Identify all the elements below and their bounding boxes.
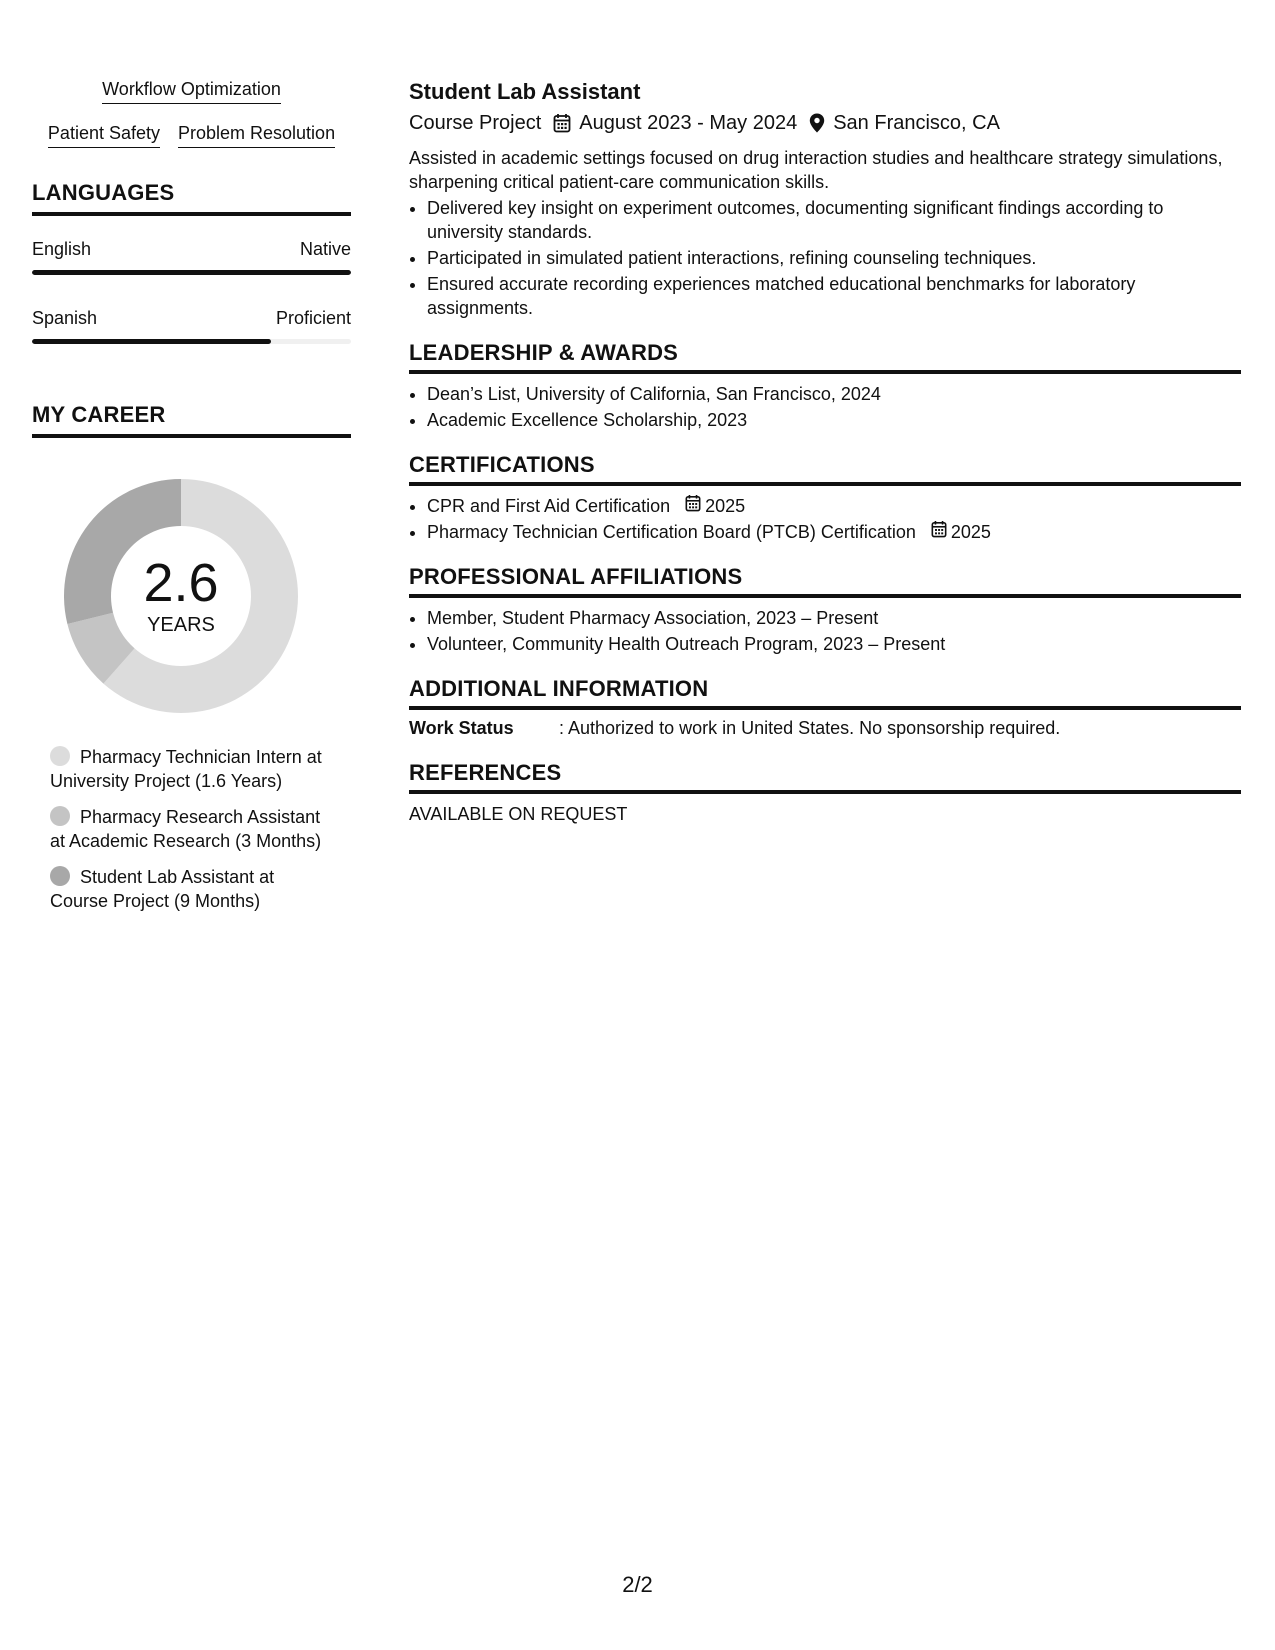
work-status-value: : Authorized to work in United States. No sponsorship required.: [559, 718, 1061, 738]
career-legend: [50, 745, 330, 913]
certification-name: Pharmacy Technician Certification Board (PTCB) Certification: [427, 522, 916, 542]
calendar-icon: [931, 520, 951, 544]
language-level: Native: [299, 239, 351, 259]
languages-section: [32, 180, 351, 344]
leadership-section: [409, 340, 1241, 432]
career-total-unit: YEARS: [147, 614, 215, 636]
legend-label: Pharmacy Research Assistant at Academic Research (3 Months): [50, 807, 322, 851]
certification-item: [427, 494, 1241, 518]
map-pin-icon: [809, 113, 825, 133]
skills-section: [32, 78, 351, 148]
legend-label: Pharmacy Technician Intern at University Project (1.6 Years): [50, 747, 322, 791]
language-level: Proficient: [275, 308, 351, 328]
skill-row: [32, 78, 351, 104]
list-item: • Participated in simulated patient interactions, refining counseling techniques.: [427, 246, 1241, 270]
job-bullets: [409, 196, 1241, 320]
references-text: AVAILABLE ON REQUEST: [409, 804, 628, 824]
language-item: [32, 238, 351, 275]
skill-tag: Patient Safety: [48, 122, 160, 148]
legend-item: [50, 865, 330, 913]
career-section: [32, 402, 351, 913]
language-name: Spanish: [32, 308, 98, 328]
language-bar-fill: [32, 339, 271, 344]
list-item: • Dean’s List, University of California, San Francisco, 2024: [427, 382, 1241, 406]
legend-item: [50, 805, 330, 853]
certification-date: 2025: [705, 496, 746, 516]
list-item: • Volunteer, Community Health Outreach Program, 2023 – Present: [427, 632, 1241, 656]
language-item: [32, 307, 351, 344]
list-item: • Ensured accurate recording experiences matched educational benchmarks for laboratory assignments.: [427, 272, 1241, 320]
additional-info-section: [409, 676, 1241, 740]
work-status-label: Work Status: [409, 718, 514, 738]
legend-dot: [50, 866, 70, 886]
calendar-icon: [553, 113, 571, 133]
affiliations-section: [409, 564, 1241, 656]
language-bar: [32, 270, 351, 275]
certification-date: 2025: [950, 522, 991, 542]
affiliations-title: PROFESSIONAL AFFILIATIONS: [409, 564, 1241, 598]
skill-row: [32, 122, 351, 148]
work-status-row: [409, 716, 1241, 740]
job-title: Student Lab Assistant: [409, 79, 641, 104]
references-section: [409, 760, 1241, 826]
additional-info-title: ADDITIONAL INFORMATION: [409, 676, 1241, 710]
experience-entry: [409, 78, 1241, 320]
job-dates: August 2023 - May 2024: [579, 112, 798, 134]
job-location: San Francisco, CA: [833, 112, 1000, 134]
career-total-years: 2.6: [143, 553, 219, 613]
language-bar: [32, 339, 351, 344]
certifications-section: [409, 452, 1241, 544]
list-item: • Member, Student Pharmacy Association, 2023 – Present: [427, 606, 1241, 630]
career-title: MY CAREER: [32, 402, 351, 438]
right-column: [409, 78, 1241, 826]
career-donut-chart: [56, 471, 306, 721]
job-meta: [409, 110, 1241, 136]
job-description: Assisted in academic settings focused on drug interaction studies and healthcare strategy simulations, sharpening critical patient-care communication skills.: [409, 148, 1223, 192]
skill-tag: Problem Resolution: [178, 122, 335, 148]
legend-item: [50, 745, 330, 793]
legend-dot: [50, 746, 70, 766]
list-item: • Academic Excellence Scholarship, 2023: [427, 408, 1241, 432]
job-company: Course Project: [409, 112, 542, 134]
legend-dot: [50, 806, 70, 826]
language-name: English: [32, 239, 92, 259]
left-column: [32, 78, 351, 925]
legend-label: Student Lab Assistant at Course Project (9 Months): [50, 867, 275, 911]
certification-item: [427, 520, 1241, 544]
references-title: REFERENCES: [409, 760, 1241, 794]
list-item: • Delivered key insight on experiment outcomes, documenting significant findings according to university standards.: [427, 196, 1241, 244]
skill-tag: Workflow Optimization: [102, 78, 281, 104]
leadership-title: LEADERSHIP & AWARDS: [409, 340, 1241, 374]
certification-name: CPR and First Aid Certification: [427, 496, 671, 516]
languages-title: LANGUAGES: [32, 180, 351, 216]
certifications-title: CERTIFICATIONS: [409, 452, 1241, 486]
calendar-icon: [685, 494, 705, 518]
language-bar-fill: [32, 270, 351, 275]
page-number: 2/2: [622, 1572, 653, 1597]
